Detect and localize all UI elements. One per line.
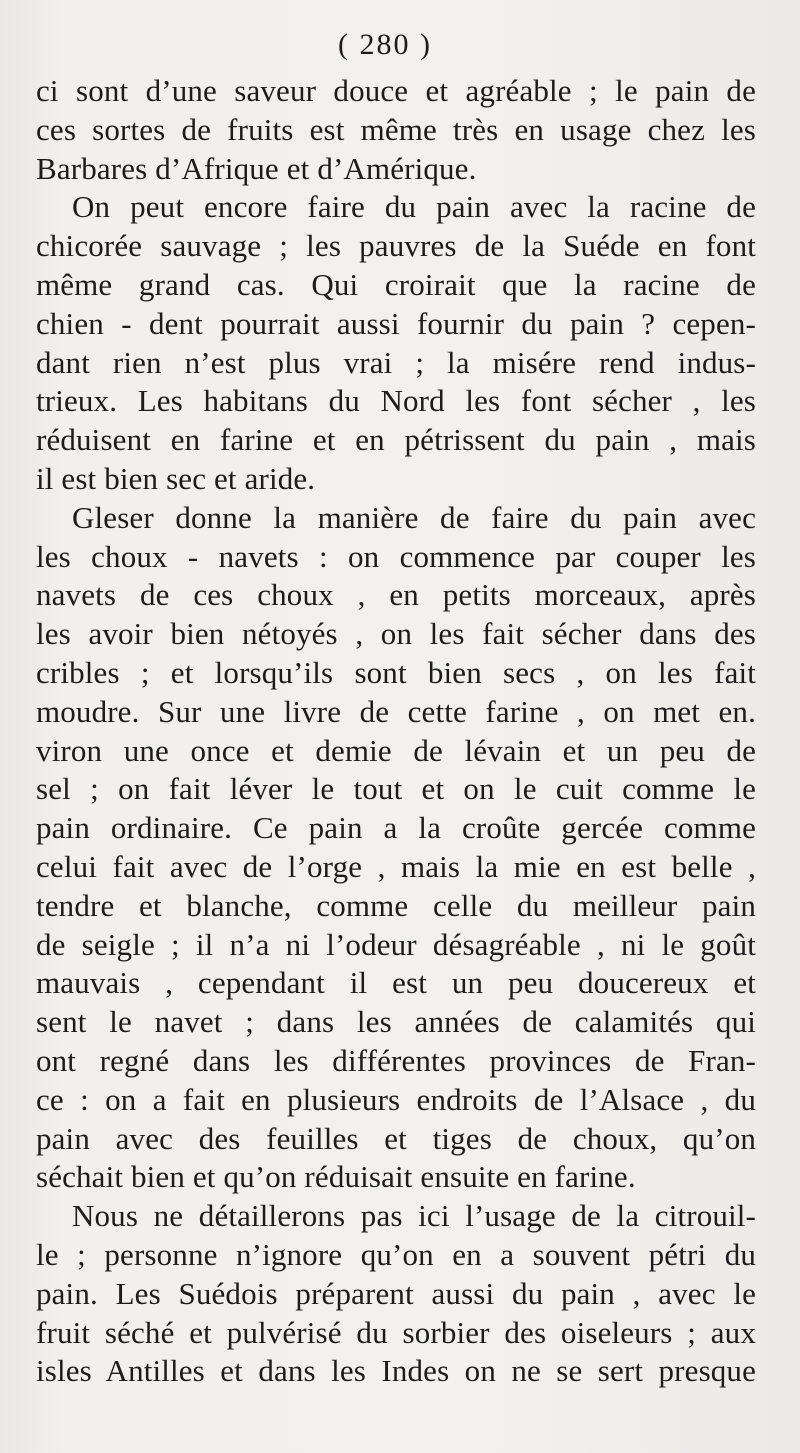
text-line: Nous ne détaillerons pas ici l’usage de la citrouil- bbox=[72, 1198, 756, 1234]
text-line: ci sont d’une saveur douce et agréable ; le pain de bbox=[36, 73, 756, 108]
text-line: ont regné dans les différentes provinces de Fran- bbox=[36, 1042, 756, 1078]
text-line: les choux - navets : on commence par couper les bbox=[36, 538, 756, 574]
text-line: tendre et blanche, comme celle du meilleur pain bbox=[36, 887, 756, 923]
text-line: pain avec des feuilles et tiges de choux, qu’on bbox=[36, 1120, 756, 1156]
text-line: les avoir bien nétoyés , on les fait sécher dans des bbox=[36, 616, 756, 652]
text-line: navets de ces choux , en petits morceaux, après bbox=[36, 577, 756, 613]
text-line: sent le navet ; dans les années de calamités qui bbox=[36, 1004, 756, 1040]
paragraph-3 bbox=[36, 499, 756, 1197]
text-line: fruit séché et pulvérisé du sorbier des oiseleurs ; aux bbox=[36, 1314, 756, 1350]
text-line: chien - dent pourrait aussi fournir du pain ? cepen- bbox=[36, 305, 756, 341]
text-line: sel ; on fait léver le tout et on le cuit comme le bbox=[36, 771, 756, 807]
paragraph-4 bbox=[36, 1197, 756, 1391]
text-line: Barbares d’Afrique et d’Amérique. bbox=[36, 150, 477, 186]
text-line: ces sortes de fruits est même très en usage chez les bbox=[36, 111, 756, 147]
text-line: celui fait avec de l’orge , mais la mie en est belle , bbox=[36, 848, 756, 884]
text-line: le ; personne n’ignore qu’on en a souvent pétri du bbox=[36, 1236, 756, 1272]
text-line: mauvais , cependant il est un peu doucereux et bbox=[36, 965, 756, 1001]
text-line: pain ordinaire. Ce pain a la croûte gercée comme bbox=[36, 810, 756, 846]
text-line: moudre. Sur une livre de cette farine , on met en. bbox=[36, 693, 756, 729]
text-line: dant rien n’est plus vrai ; la misére rend indus- bbox=[36, 344, 756, 380]
text-line: On peut encore faire du pain avec la racine de bbox=[72, 189, 756, 225]
text-line: séchait bien et qu’on réduisait ensuite en farine. bbox=[36, 1159, 636, 1195]
page-number: ( 280 ) bbox=[338, 28, 432, 61]
text-line: trieux. Les habitans du Nord les font sécher , les bbox=[36, 383, 756, 419]
text-line: il est bien sec et aride. bbox=[36, 460, 316, 496]
text-line: viron une once et demie de lévain et un peu de bbox=[36, 732, 756, 768]
body-text bbox=[36, 72, 756, 1391]
text-line: cribles ; et lorsqu’ils sont bien secs , on les fait bbox=[36, 654, 756, 690]
text-line: de seigle ; il n’a ni l’odeur désagréable , ni le goût bbox=[36, 926, 756, 962]
text-line: même grand cas. Qui croirait que la racine de bbox=[36, 266, 756, 302]
paragraph-1 bbox=[36, 72, 756, 188]
text-line: ce : on a fait en plusieurs endroits de l’Alsace , du bbox=[36, 1081, 756, 1117]
text-line: Gleser donne la manière de faire du pain avec bbox=[72, 499, 756, 535]
text-line: isles Antilles et dans les Indes on ne se sert presque bbox=[36, 1353, 756, 1389]
text-line: pain. Les Suédois préparent aussi du pain , avec le bbox=[36, 1275, 756, 1311]
text-line: chicorée sauvage ; les pauvres de la Suéde en font bbox=[36, 228, 756, 264]
text-line: réduisent en farine et en pétrissent du pain , mais bbox=[36, 422, 756, 458]
paragraph-2 bbox=[36, 188, 756, 498]
